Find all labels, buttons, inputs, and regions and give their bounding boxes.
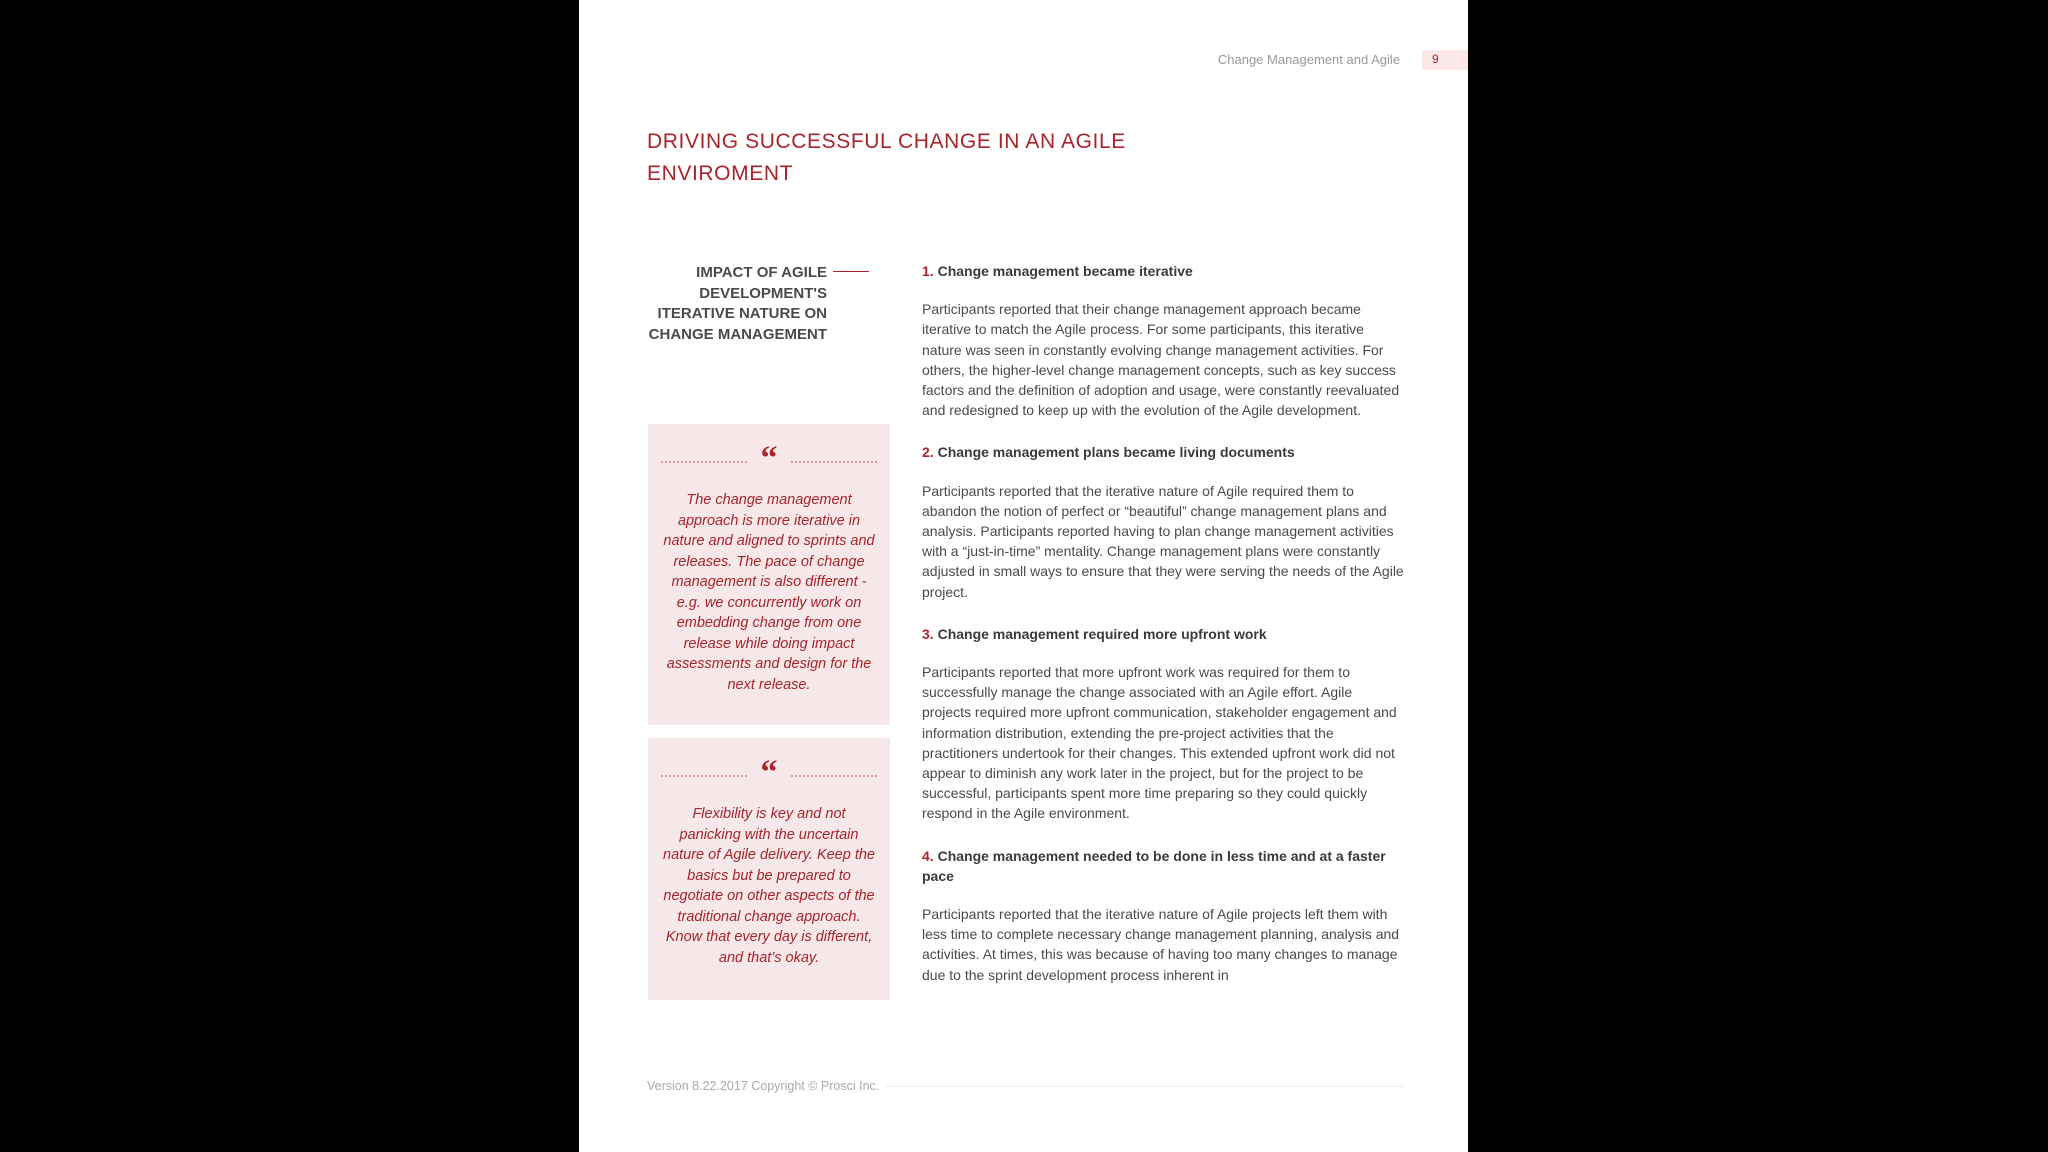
item-number: 2. (922, 444, 934, 461)
item-body: Participants reported that the iterative nature of Agile projects left them with less time to complete necessary change management planning, analysis and activities. At times, this was because of having too many changes to manage due to the sprint development process inherent in (922, 906, 1400, 983)
quote-text: Flexibility is key and not panicking with the uncertain nature of Agile delivery. Keep the basics but be prepared to negotiate on other aspects of the traditional change approach. Know that every day is different, and that’s okay. (663, 806, 875, 966)
item-body: Participants reported that the iterative nature of Agile required them to abandon the notion of perfect or “beautiful” change management plans and analysis. Participants reported having to plan change management activities with a “just-in-time” mentality. Change management plans were constantly adjusted in small ways to ensure that they were serving the needs of the Agile project. (922, 482, 1404, 600)
quote-card (648, 738, 890, 1000)
quote-mark-icon: “ (760, 440, 778, 477)
heading-rule (833, 271, 869, 272)
main-content (922, 261, 1404, 1007)
sidebar-heading: IMPACT OF AGILE DEVELOPMENT'S ITERATIVE NATURE ON CHANGE MANAGEMENT (648, 264, 827, 343)
item-title: Change management required more upfront work (937, 625, 1267, 642)
quote-mark-icon: “ (760, 754, 778, 791)
document-page (579, 0, 1468, 1152)
item-heading (922, 261, 1404, 281)
running-header: Change Management and Agile (1217, 52, 1400, 67)
footer-text: Version 8.22.2017 Copyright © Prosci Inc. (647, 1079, 880, 1093)
footer-rule (885, 1086, 1404, 1087)
quote-text: The change management approach is more iterative in nature and aligned to sprints and releases. The pace of change management is also different - e.g. we concurrently work on embedding change from one release while doing impact assessments and design for the next release. (663, 492, 875, 693)
item-heading (922, 846, 1404, 886)
item-title: Change management plans became living documents (937, 444, 1295, 461)
dotted-divider (791, 461, 877, 463)
item-number: 1. (922, 263, 934, 279)
page-number: 9 (1432, 52, 1439, 66)
page-title: DRIVING SUCCESSFUL CHANGE IN AN AGILE ENVIROMENT (647, 130, 1126, 185)
item-body: Participants reported that more upfront work was required for them to successfully manage the change associated with an Agile effort. Agile projects required more upfront communication, stakeholder engagement and information distribution, extending the pre-project activities that the practitioners undertook for their changes. This extended upfront work did not appear to diminish any work later in the project, but for the project to be successful, participants spent more time preparing so they could quickly respond in the Agile environment. (922, 664, 1397, 822)
item-title: Change management became iterative (937, 263, 1193, 279)
dotted-divider (791, 775, 877, 777)
page-number-badge (1422, 50, 1468, 70)
item-number: 4. (922, 847, 934, 864)
item-number: 3. (922, 625, 934, 642)
item-heading (922, 442, 1404, 462)
item-heading (922, 624, 1404, 644)
page-footer (647, 1079, 1404, 1093)
item-body: Participants reported that their change management approach became iterative to match the Agile process. For some participants, this iterative nature was seen in constantly evolving change management activities. For others, the higher-level change management concepts, such as key success factors and the definition of adoption and usage, were constantly reevaluated and redesigned to keep up with the evolution of the Agile development. (922, 301, 1400, 419)
quote-card (648, 424, 890, 725)
item-title: Change management needed to be done in less time and at a faster pace (922, 847, 1386, 884)
